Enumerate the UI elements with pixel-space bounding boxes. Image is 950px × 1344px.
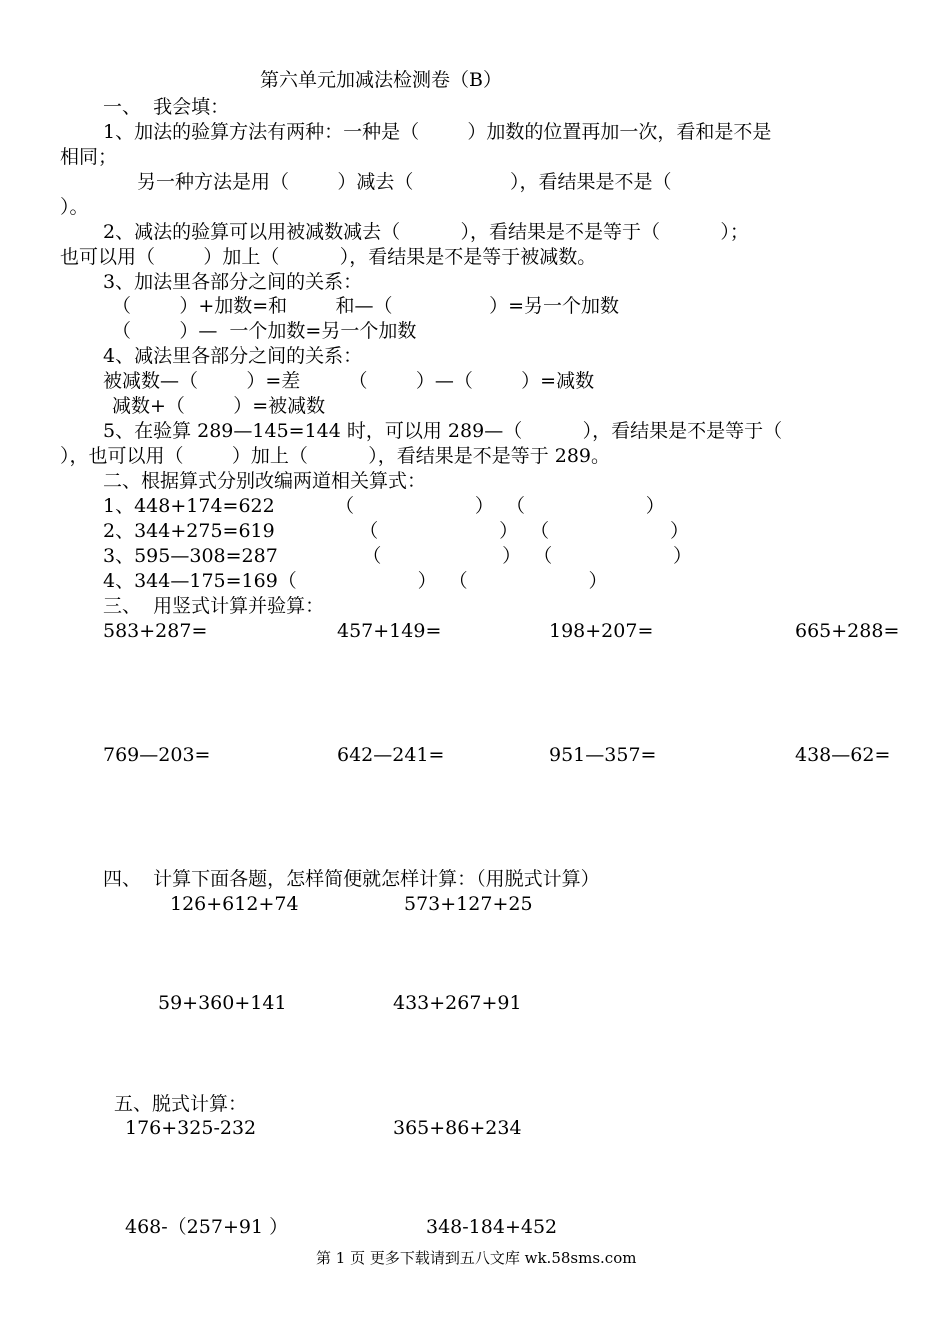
section-1-heading: 一、 我会填： [103, 96, 230, 118]
page-footer: 第 1 页 更多下载请到五八文库 wk.58sms.com [316, 1249, 637, 1267]
stepwise-calc-1: 176+325-232 [125, 1117, 257, 1139]
stepwise-calc-2: 365+86+234 [393, 1117, 522, 1139]
stepwise-calc-3: 468-（257+91 ） [125, 1216, 289, 1238]
q1-line-b: 相同； [60, 146, 118, 168]
q1-line-a: 1、加法的验算方法有两种：一种是（ ）加数的位置再加一次，看和是不是 [103, 121, 772, 143]
q5-line-b: ），也可以用（ ）加上（ ），看结果是不是等于 289。 [60, 445, 611, 467]
q2-line-b: 也可以用（ ）加上（ ），看结果是不是等于被减数。 [60, 246, 597, 268]
vertical-calc-4: 665+288= [795, 620, 900, 642]
q1-line-c: 另一种方法是用（ ）减去（ ），看结果是不是（ [137, 171, 672, 193]
q3-line-a: （ ）+加数=和 和—（ ）=另一个加数 [112, 295, 620, 317]
q3-line-b: （ ）— 一个加数=另一个加数 [112, 320, 417, 342]
section-4-heading: 四、 计算下面各题，怎样简便就怎样计算：（用脱式计算） [103, 868, 600, 890]
q3-heading: 3、加法里各部分之间的关系： [103, 271, 363, 293]
q2-line-a: 2、减法的验算可以用被减数减去（ ），看结果是不是等于（ ）； [103, 221, 749, 243]
simple-calc-2: 573+127+25 [404, 893, 533, 915]
simple-calc-4: 433+267+91 [393, 992, 522, 1014]
rewrite-item-2: 2、344+275=619 （ ） （ ） [103, 520, 689, 542]
stepwise-calc-4: 348-184+452 [426, 1216, 558, 1238]
q4-line-a: 被减数—（ ）=差 （ ）—（ ）=减数 [103, 370, 595, 392]
vertical-calc-6: 642—241= [337, 744, 445, 766]
simple-calc-1: 126+612+74 [170, 893, 299, 915]
rewrite-item-3: 3、595—308=287 （ ） （ ） [103, 545, 693, 567]
q4-heading: 4、减法里各部分之间的关系： [103, 345, 363, 367]
page-title: 第六单元加减法检测卷（B） [260, 69, 502, 91]
simple-calc-3: 59+360+141 [158, 992, 287, 1014]
vertical-calc-2: 457+149= [337, 620, 442, 642]
vertical-calc-3: 198+207= [549, 620, 654, 642]
vertical-calc-1: 583+287= [103, 620, 208, 642]
q1-line-d: ）。 [60, 196, 89, 218]
q4-line-b: 减数+（ ）=被减数 [112, 395, 326, 417]
section-3-heading: 三、 用竖式计算并验算： [103, 595, 325, 617]
rewrite-item-1: 1、448+174=622 （ ） （ ） [103, 495, 665, 517]
vertical-calc-5: 769—203= [103, 744, 211, 766]
section-5-heading: 五、脱式计算： [114, 1093, 248, 1115]
vertical-calc-8: 438—62= [795, 744, 891, 766]
vertical-calc-7: 951—357= [549, 744, 657, 766]
q5-line-a: 5、在验算 289—145=144 时，可以用 289—（ ），看结果是不是等于（ [103, 420, 783, 442]
rewrite-item-4: 4、344—175=169（ ） （ ） [103, 570, 608, 592]
section-2-heading: 二、根据算式分别改编两道相关算式： [103, 470, 427, 492]
